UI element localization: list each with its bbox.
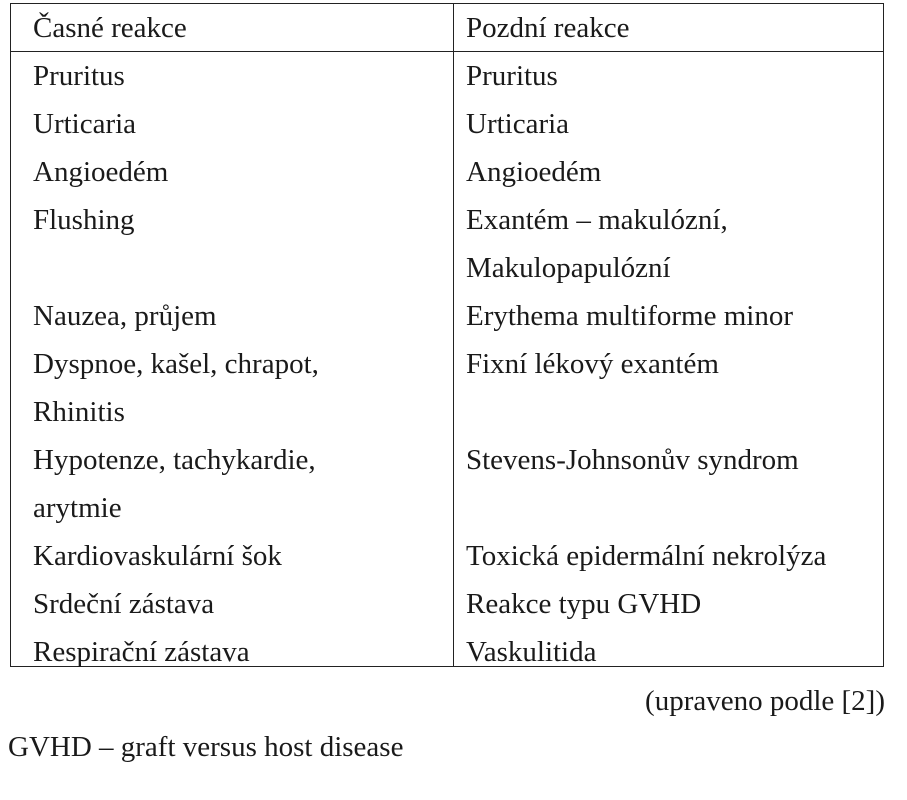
late-reaction-item: Stevens-Johnsonův syndrom [466, 444, 799, 476]
early-reaction-item: arytmie [33, 492, 122, 524]
late-reaction-item [466, 388, 826, 436]
late-reaction-item: Vaskulitida [466, 636, 597, 668]
early-reaction-item: Urticaria [33, 108, 137, 140]
late-reactions-column [466, 52, 826, 676]
late-reaction-item: Pruritus [466, 60, 558, 92]
early-reaction-item: Rhinitis [33, 396, 125, 428]
late-reaction-item: Fixní lékový exantém [466, 348, 719, 380]
early-reaction-item [33, 244, 319, 292]
early-reaction-item: Hypotenze, tachykardie, [33, 444, 316, 476]
header-late-reactions: Pozdní reakce [466, 12, 630, 44]
early-reaction-item: Angioedém [33, 156, 169, 188]
early-reactions-column [33, 52, 319, 676]
late-reaction-item: Reakce typu GVHD [466, 588, 702, 620]
header-early-reactions: Časné reakce [33, 12, 187, 44]
late-reaction-item: Makulopapulózní [466, 252, 671, 284]
late-reaction-item: Urticaria [466, 108, 570, 140]
column-divider [453, 4, 454, 666]
late-reaction-item [466, 484, 826, 532]
late-reaction-item: Angioedém [466, 156, 602, 188]
early-reaction-item: Flushing [33, 204, 135, 236]
early-reaction-item: Kardiovaskulární šok [33, 540, 282, 572]
early-reaction-item: Dyspnoe, kašel, chrapot, [33, 348, 319, 380]
early-reaction-item: Pruritus [33, 60, 125, 92]
late-reaction-item: Exantém – makulózní, [466, 204, 728, 236]
late-reaction-item: Erythema multiforme minor [466, 300, 793, 332]
early-reaction-item: Srdeční zástava [33, 588, 215, 620]
late-reaction-item: Toxická epidermální nekrolýza [466, 540, 827, 572]
abbreviation-footnote: GVHD – graft versus host disease [8, 731, 404, 763]
early-reaction-item: Respirační zástava [33, 636, 250, 668]
reactions-table [10, 3, 884, 667]
early-reaction-item: Nauzea, průjem [33, 300, 217, 332]
source-note: (upraveno podle [2]) [645, 685, 885, 717]
